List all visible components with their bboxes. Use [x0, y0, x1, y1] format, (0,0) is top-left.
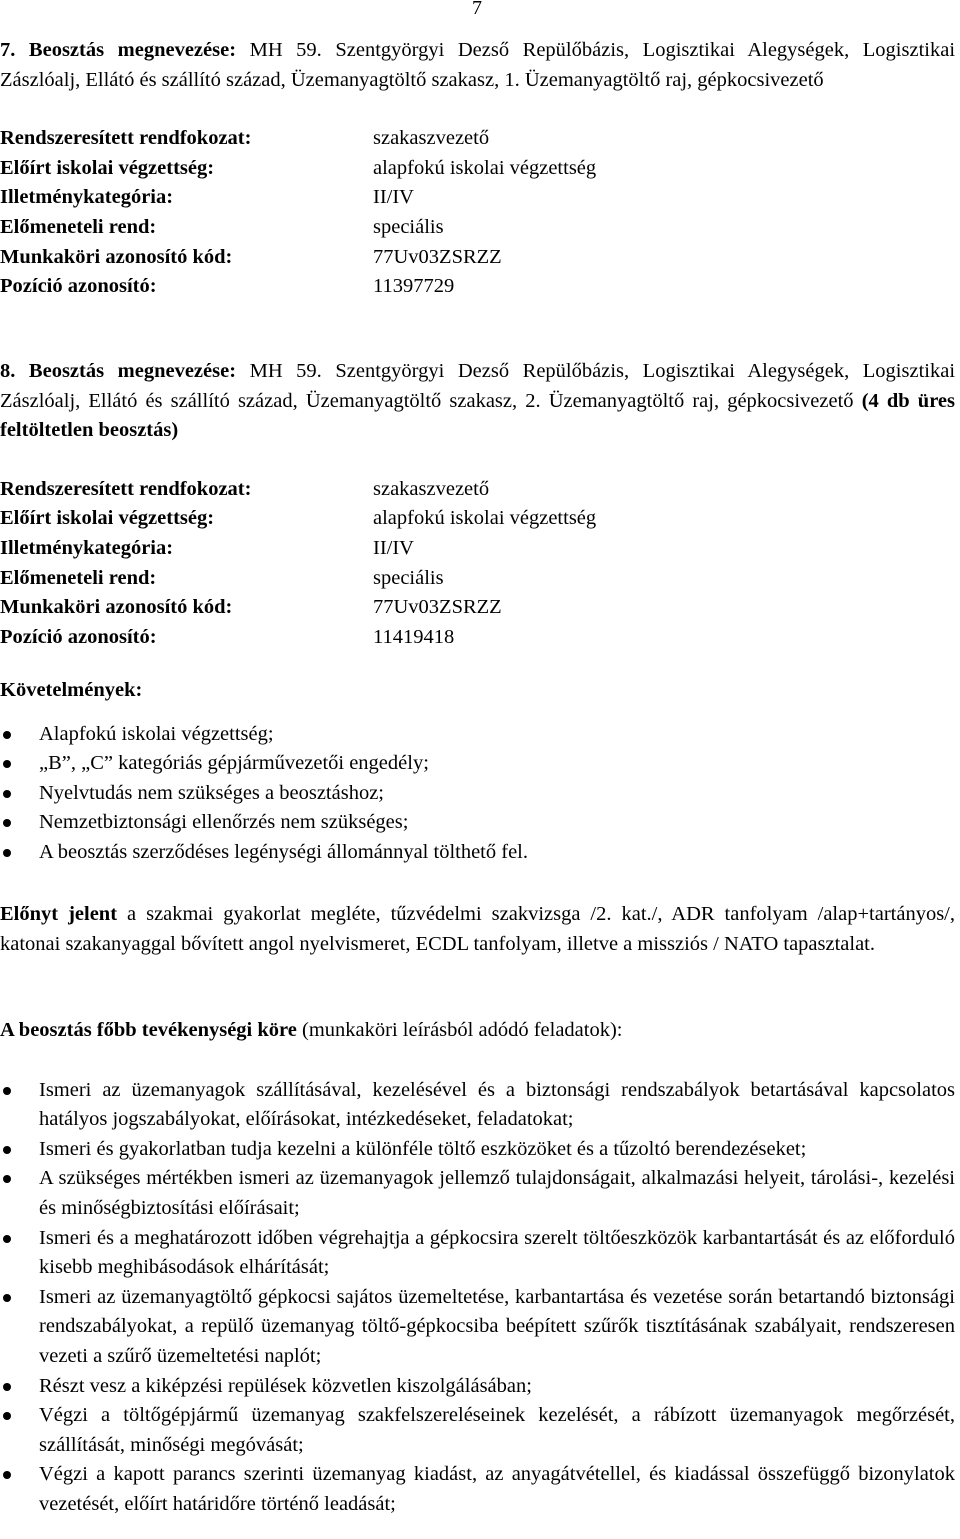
section-heading-extra: (4 db üres feltöltetlen beosztás): [0, 389, 955, 442]
field-value: 77Uv03ZSRZZ: [373, 596, 502, 619]
field-value: szakaszvezető: [373, 477, 490, 500]
section-heading-label: 7. Beosztás megnevezése:: [0, 39, 237, 61]
field-label: Pozíció azonosító:: [0, 625, 157, 648]
section-heading-label: 8. Beosztás megnevezése:: [0, 360, 237, 382]
requirements-title: Követelmények:: [0, 679, 143, 701]
field-value: speciális: [373, 566, 444, 589]
advantage-label: Előnyt jelent: [0, 903, 118, 925]
field-value: II/IV: [373, 186, 414, 209]
advantage-paragraph: [0, 900, 955, 959]
field-job-code: [0, 593, 955, 623]
list-item: Nemzetbiztonsági ellenőrzés nem szükséges;: [0, 808, 955, 838]
field-job-code: [0, 243, 955, 273]
section-heading: [0, 357, 955, 446]
field-label: Előmeneteli rend:: [0, 215, 157, 238]
field-value: II/IV: [373, 536, 414, 559]
list-item: Végzi a töltőgépjármű üzemanyag szakfelszereléseinek kezelését, a rábízott üzemanyagok megőrzését, szállítását, minőségi megóvását;: [0, 1401, 955, 1460]
list-item: Ismeri az üzemanyagtöltő gépkocsi sajátos üzemeltetése, karbantartása és vezetése során betartandó biztonsági rendszabályokat, a repülő üzemanyag töltő-gépkocsiba beépített szűrők tisztításának szabályait, rendszeresen vezeti a szűrő üzemeltetési naplót;: [0, 1283, 955, 1372]
section-8: [0, 357, 955, 652]
list-item: Végzi a kapott parancs szerinti üzemanyag kiadást, az anyagátvétellel, és kiadással összefüggő bizonylatok vezetését, előírt határidőre történő leadását;: [0, 1460, 955, 1519]
section-heading: [0, 36, 955, 95]
field-position-id: [0, 272, 955, 302]
field-label: Rendszeresített rendfokozat:: [0, 127, 252, 150]
duties-list: [0, 1076, 955, 1520]
field-education: [0, 154, 955, 184]
duties-title: [0, 1016, 955, 1046]
field-education: [0, 504, 955, 534]
field-promotion: [0, 213, 955, 243]
advantage-text: a szakmai gyakorlat megléte, tűzvédelmi szakvizsga /2. kat./, ADR tanfolyam /alap+tartányos/, katonai szakanyaggal bővített angol nyelvismeret, ECDL tanfolyam, illetve a missziós / NATO tapasztalat.: [0, 903, 956, 955]
field-salary-category: [0, 183, 955, 213]
field-salary-category: [0, 534, 955, 564]
list-item: Részt vesz a kiképzési repülések közvetlen kiszolgálásában;: [0, 1372, 955, 1402]
field-rank: [0, 124, 955, 154]
field-rank: [0, 475, 955, 505]
requirements-list: [0, 720, 955, 868]
field-promotion: [0, 564, 955, 594]
field-value: szakaszvezető: [373, 127, 490, 150]
field-label: Pozíció azonosító:: [0, 275, 157, 298]
duties-section: [0, 1016, 955, 1520]
field-label: Előmeneteli rend:: [0, 566, 157, 589]
duties-title-bold: A beosztás főbb tevékenységi köre: [0, 1019, 297, 1041]
field-label: Előírt iskolai végzettség:: [0, 507, 215, 530]
field-label: Rendszeresített rendfokozat:: [0, 477, 252, 500]
requirements-section: [0, 676, 955, 868]
section-heading-text: MH 59. Szentgyörgyi Dezső Repülőbázis, Logisztikai Alegységek, Logisztikai Zászlóalj, Ellátó és szállító század, Üzemanyagtöltő szakasz, 1. Üzemanyagtöltő raj, gépkocsivezető: [0, 39, 956, 91]
field-label: Illetménykategória:: [0, 536, 174, 559]
list-item: Ismeri és a meghatározott időben végrehajtja a gépkocsira szerelt töltőeszközök karbantartását és az előforduló kisebb meghibásodások elhárítását;: [0, 1224, 955, 1283]
page-number: 7: [472, 0, 482, 19]
list-item: A beosztás szerződéses legénységi állománnyal tölthető fel.: [0, 838, 955, 868]
field-position-id: [0, 623, 955, 653]
list-item: Ismeri az üzemanyagok szállításával, kezelésével és a biztonsági rendszabályok betartásával kapcsolatos hatályos jogszabályokat, előírásokat, intézkedéseket, feladatokat;: [0, 1076, 955, 1135]
duties-title-rest: (munkaköri leírásból adódó feladatok):: [302, 1019, 623, 1041]
field-value: 11397729: [373, 275, 455, 298]
list-item: Ismeri és gyakorlatban tudja kezelni a különféle töltő eszközöket és a tűzoltó berendezéseket;: [0, 1135, 955, 1165]
field-label: Előírt iskolai végzettség:: [0, 156, 215, 179]
field-value: alapfokú iskolai végzettség: [373, 507, 597, 530]
field-label: Munkaköri azonosító kód:: [0, 596, 233, 619]
section-7: [0, 36, 955, 302]
list-item: A szükséges mértékben ismeri az üzemanyagok jellemző tulajdonságait, alkalmazási helyeit, tárolási-, kezelési és minőségbiztosítási előírásait;: [0, 1164, 955, 1223]
field-value: speciális: [373, 215, 444, 238]
field-label: Illetménykategória:: [0, 186, 174, 209]
field-label: Munkaköri azonosító kód:: [0, 245, 233, 268]
field-value: alapfokú iskolai végzettség: [373, 156, 597, 179]
field-value: 11419418: [373, 625, 455, 648]
list-item: Alapfokú iskolai végzettség;: [0, 720, 955, 750]
section-heading-text: MH 59. Szentgyörgyi Dezső Repülőbázis, Logisztikai Alegységek, Logisztikai Zászlóalj, Ellátó és szállító század, Üzemanyagtöltő szakasz, 2. Üzemanyagtöltő raj, gépkocsivezető: [0, 360, 956, 412]
field-value: 77Uv03ZSRZZ: [373, 245, 502, 268]
list-item: Nyelvtudás nem szükséges a beosztáshoz;: [0, 779, 955, 809]
list-item: „B”, „C” kategóriás gépjárművezetői engedély;: [0, 749, 955, 779]
